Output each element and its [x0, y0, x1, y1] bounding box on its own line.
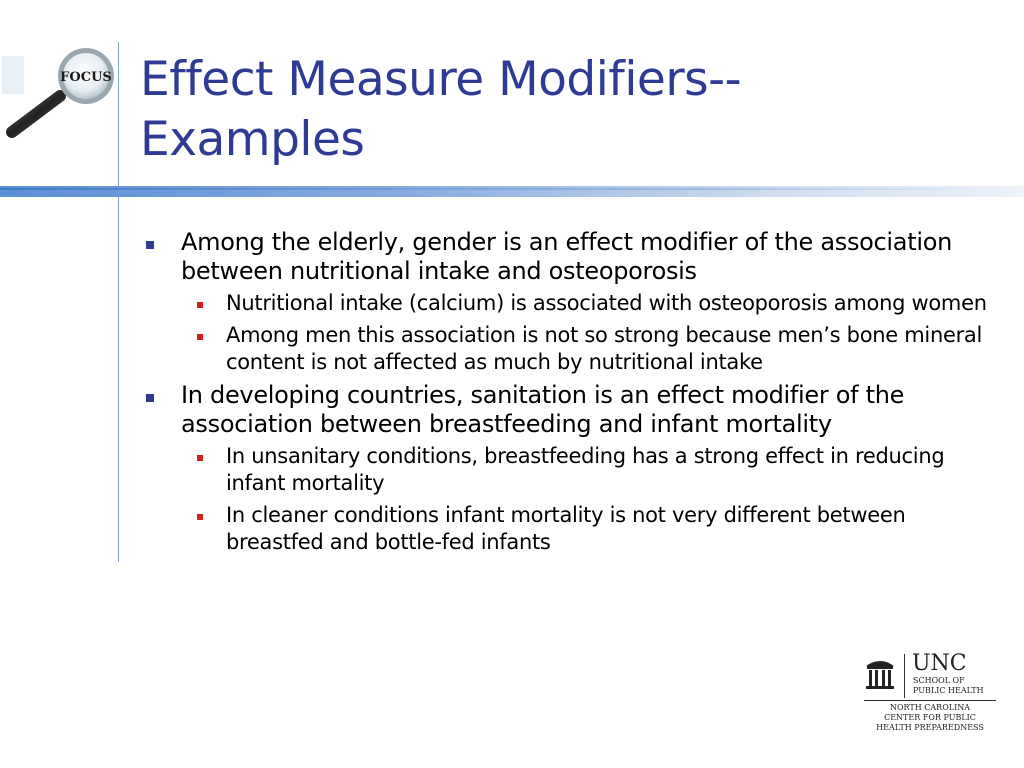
bullet-item: Among the elderly, gender is an effect modifier of the association between nutritional intake and osteoporosis	[144, 228, 1004, 286]
bullet-item: In developing countries, sanitation is an effect modifier of the association between breastfeeding and infant mortality	[144, 381, 1004, 439]
unc-wordmark: UNC	[912, 651, 967, 676]
focus-label: FOCUS	[60, 70, 112, 85]
old-well-icon	[864, 656, 896, 692]
bullet-list	[144, 228, 1004, 561]
center-line2: CENTER FOR PUBLIC	[884, 713, 976, 722]
center-line1: NORTH CAROLINA	[889, 703, 971, 712]
school-line1: SCHOOL OF	[913, 676, 965, 685]
slide-title-line2: Examples	[140, 112, 365, 167]
sub-bullet-item: Nutritional intake (calcium) is associated with osteoporosis among women	[144, 290, 1004, 317]
unc-logo	[860, 652, 1000, 736]
sub-bullet-item: In cleaner conditions infant mortality is not very different between breastfed and bottle-fed infants	[144, 502, 1004, 556]
school-line2: PUBLIC HEALTH	[913, 686, 984, 695]
slide-title-line1: Effect Measure Modifiers--	[140, 52, 742, 107]
focus-magnifier-icon	[2, 44, 120, 140]
center-line3: HEALTH PREPAREDNESS	[876, 723, 984, 732]
slide-title	[140, 50, 1010, 170]
sub-bullet-item: Among men this association is not so strong because men’s bone mineral content is not affected as much by nutritional intake	[144, 322, 1004, 376]
sub-bullet-item: In unsanitary conditions, breastfeeding has a strong effect in reducing infant mortality	[144, 443, 1004, 497]
title-underline-band	[0, 186, 1024, 197]
